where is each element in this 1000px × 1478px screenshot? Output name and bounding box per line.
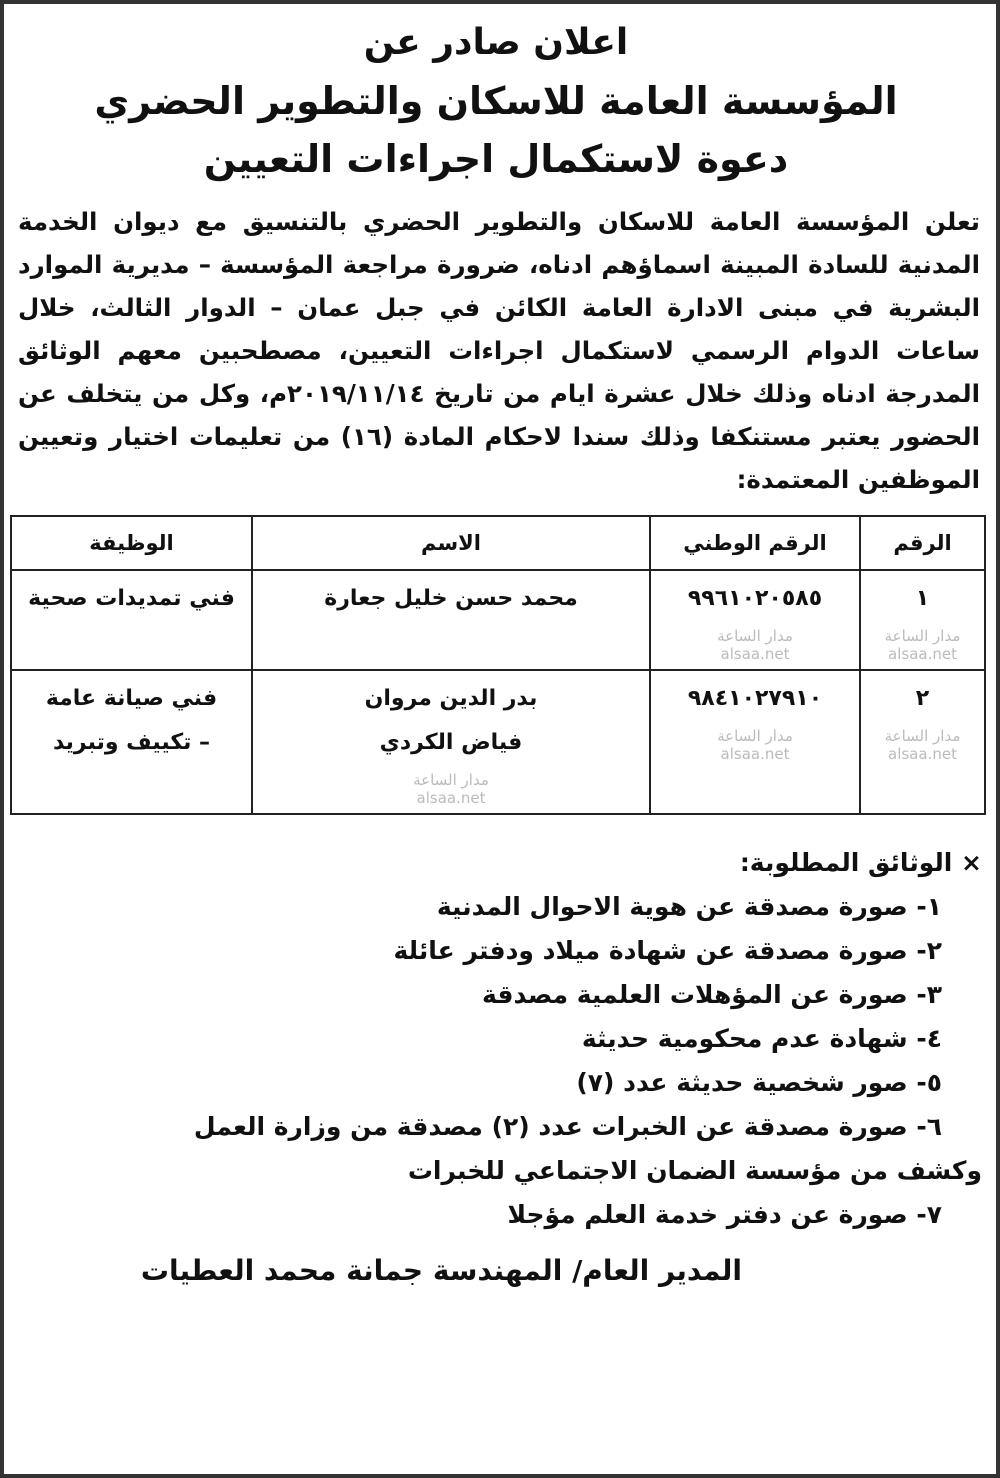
list-item: وكشف من مؤسسة الضمان الاجتماعي للخبرات xyxy=(407,1156,982,1185)
appointees-table xyxy=(10,515,986,815)
list-item: ١- صورة مصدقة عن هوية الاحوال المدنية xyxy=(436,892,942,921)
cell-national-id xyxy=(650,670,860,814)
col-header-name: الاسم xyxy=(252,516,650,570)
cell-job: فني صيانة عامة – تكييف وتبريد xyxy=(11,670,252,814)
organization-name: المؤسسة العامة للاسكان والتطوير الحضري xyxy=(94,79,898,123)
cell-number-value: ١ xyxy=(915,586,930,611)
cell-national-id xyxy=(650,570,860,670)
cell-name: محمد حسن خليل جعارة xyxy=(252,570,650,670)
col-header-national-id: الرقم الوطني xyxy=(650,516,860,570)
list-item: ٢- صورة مصدقة عن شهادة ميلاد ودفتر عائلة xyxy=(393,936,942,965)
cell-national-id-value: ٩٨٤١٠٢٧٩١٠ xyxy=(687,686,823,711)
required-documents xyxy=(10,841,982,1237)
list-item: ٦- صورة مصدقة عن الخبرات عدد (٢) مصدقة من وزارة العمل xyxy=(193,1112,942,1141)
list-item: ٥- صور شخصية حديثة عدد (٧) xyxy=(576,1068,942,1097)
cell-number-value: ٢ xyxy=(915,686,930,711)
watermark: مدار الساعة alsaa.net xyxy=(413,771,489,807)
cell-number xyxy=(860,570,985,670)
col-header-job: الوظيفة xyxy=(11,516,252,570)
col-header-number: الرقم xyxy=(860,516,985,570)
table-header-row xyxy=(11,516,985,570)
list-item: ٣- صورة عن المؤهلات العلمية مصدقة xyxy=(481,980,942,1009)
watermark: مدار الساعة alsaa.net xyxy=(884,627,961,663)
watermark: مدار الساعة alsaa.net xyxy=(717,727,793,763)
table-row xyxy=(11,670,985,814)
cell-number xyxy=(860,670,985,814)
table-row xyxy=(11,570,985,670)
required-documents-title: × الوثائق المطلوبة: xyxy=(739,848,982,877)
list-item: ٧- صورة عن دفتر خدمة العلم مؤجلا xyxy=(507,1200,942,1229)
announcement-heading: اعلان صادر عن xyxy=(363,22,629,63)
invitation-title: دعوة لاستكمال اجراءات التعيين xyxy=(203,137,789,181)
announcement-body: تعلن المؤسسة العامة للاسكان والتطوير الحضري بالتنسيق مع ديوان الخدمة المدنية للسادة المبينة اسماؤهم ادناه، ضرورة مراجعة المؤسسة – مديرية الموارد البشرية في مبنى الادارة العامة الكائن في جبل عمان – الدوار الثالث، خلال ساعات الدوام الرسمي لاستكمال اجراءات التعيين، مصطحبين معهم الوثائق المدرجة ادناه وذلك خلال عشرة ايام من تاريخ ٢٠١٩/١١/١٤م، وكل من يتخلف عن الحضور يعتبر مستنكفا وذلك سندا لاحكام المادة (١٦) من تعليمات اختيار وتعيين الموظفين المعتمدة: xyxy=(18,207,980,494)
watermark: مدار الساعة alsaa.net xyxy=(717,627,793,663)
list-item: ٤- شهادة عدم محكومية حديثة xyxy=(581,1024,942,1053)
cell-name xyxy=(252,670,650,814)
signature-line: المدير العام/ المهندسة جمانة محمد العطيات xyxy=(140,1254,742,1287)
watermark: مدار الساعة alsaa.net xyxy=(884,727,961,763)
cell-job: فني تمديدات صحية xyxy=(11,570,252,670)
cell-national-id-value: ٩٩٦١٠٢٠٥٨٥ xyxy=(687,586,823,611)
cell-name-value: بدر الدين مروان فياض الكردي xyxy=(364,686,538,755)
